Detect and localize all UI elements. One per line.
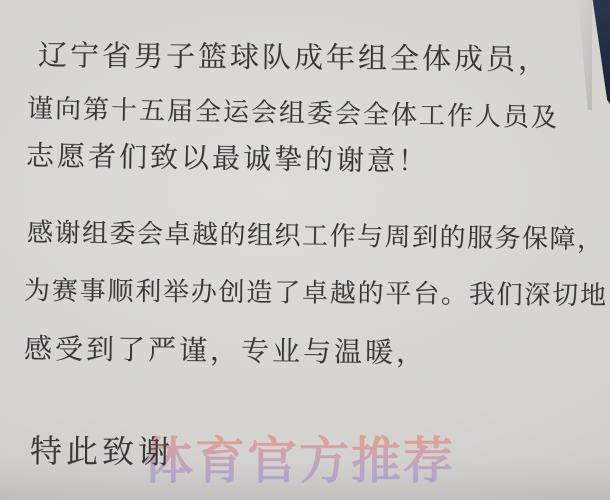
- letter-paragraph2-line2: 为赛事顺利举办创造了卓越的平台。我们深切地: [23, 276, 608, 312]
- letter-closing: 特此致谢: [29, 432, 175, 472]
- paper-edge-shadow: [578, 0, 592, 110]
- letter-paragraph1-line2: 谨向第十五届全运会组委会全体工作人员及: [26, 94, 560, 134]
- letter-paragraph1-line1: 辽宁省男子篮球队成年组全体成员，: [37, 38, 551, 77]
- letter-paragraph2-line1: 感谢组委会卓越的组织工作与周到的服务保障，: [26, 218, 605, 256]
- sports-official-watermark: 体育官方推荐: [143, 421, 455, 493]
- letter-paragraph2-line3: 感受到了严谨，专业与温暖，: [23, 332, 428, 370]
- letter-paragraph1-line3: 志愿者们致以最诚挚的谢意！: [25, 139, 430, 178]
